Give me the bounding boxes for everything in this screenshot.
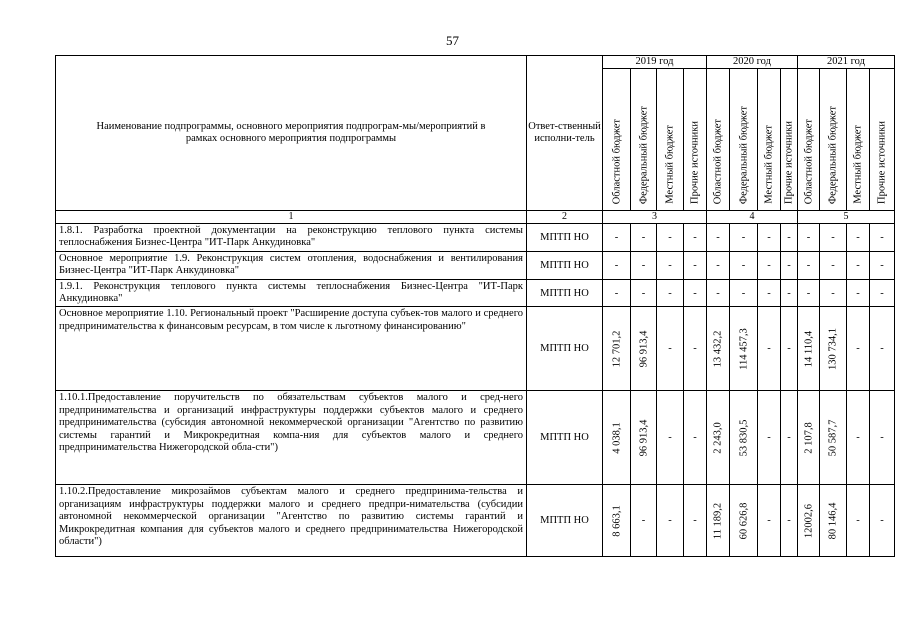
source-header — [657, 69, 684, 211]
value-cell — [707, 307, 730, 391]
table-row — [56, 485, 895, 557]
source-header — [820, 69, 847, 211]
source-header-label: Прочие источники — [783, 121, 795, 204]
value-cell: - — [603, 279, 631, 307]
value-cell — [798, 485, 820, 557]
value-text: 8 663,1 — [611, 505, 622, 537]
year-header-2020: 2020 год — [707, 56, 798, 69]
value-cell: - — [870, 391, 895, 485]
row-name-cell: 1.10.1.Предоставление поручительств по обязательствам субъектов малого и сред-него предпринимательства и организаций инфраструктуры поддержки субъектов малого и среднего предпринимательства (субсидия автономной некоммерческой организации "Агентство по развитию системы гарантий и Микрокредитная компа-ния для субъектов малого и среднего предпринимательства Нижегородской обла-сти") — [56, 391, 527, 485]
value-cell: - — [603, 251, 631, 279]
value-text: 53 830,5 — [738, 419, 749, 457]
value-cell: - — [758, 279, 781, 307]
source-header — [870, 69, 895, 211]
value-text: 11 189,2 — [712, 502, 724, 540]
source-header — [781, 69, 798, 211]
value-cell: - — [707, 224, 730, 252]
value-cell: - — [758, 251, 781, 279]
value-cell: - — [631, 485, 657, 557]
value-text: 50 587,7 — [827, 419, 839, 457]
value-cell: - — [781, 251, 798, 279]
value-cell — [730, 485, 758, 557]
source-header-label: Федеральный бюджет — [738, 105, 749, 204]
value-cell: - — [781, 307, 798, 391]
value-text: 13 432,2 — [712, 330, 724, 368]
column-number: 3 — [603, 211, 707, 224]
value-cell: - — [847, 279, 870, 307]
source-header — [684, 69, 707, 211]
row-name-cell: 1.9.1. Реконструкция теплового пункта системы теплоснабжения Бизнес-Центра "ИТ-Парк Анкудиновка" — [56, 279, 527, 307]
value-cell: - — [870, 485, 895, 557]
data-rows — [56, 224, 895, 557]
column-number: 4 — [707, 211, 798, 224]
value-cell — [798, 391, 820, 485]
value-cell: - — [798, 224, 820, 252]
table-row — [56, 251, 895, 279]
source-header-label: Федеральный бюджет — [827, 105, 839, 204]
value-cell — [798, 307, 820, 391]
value-cell — [707, 391, 730, 485]
value-text: 60 626,8 — [738, 502, 749, 540]
year-header-2021: 2021 год — [798, 56, 895, 69]
value-cell: - — [657, 391, 684, 485]
value-cell: - — [631, 279, 657, 307]
value-cell: - — [820, 251, 847, 279]
value-cell: - — [684, 279, 707, 307]
value-cell — [603, 485, 631, 557]
source-header — [730, 69, 758, 211]
value-cell: - — [847, 251, 870, 279]
source-header-label: Прочие источники — [876, 121, 888, 204]
name-column-header: Наименование подпрограммы, основного мероприятия подпрограм-мы/мероприятий в рамках основного мероприятия подпрограммы — [56, 56, 527, 211]
value-cell — [820, 307, 847, 391]
value-cell: - — [657, 485, 684, 557]
value-cell: - — [781, 485, 798, 557]
value-cell — [730, 391, 758, 485]
row-responsible-cell: МПТП НО — [527, 251, 603, 279]
value-cell: - — [798, 251, 820, 279]
row-responsible-cell: МПТП НО — [527, 279, 603, 307]
source-header-label: Федеральный бюджет — [638, 105, 649, 204]
value-cell: - — [730, 279, 758, 307]
value-cell: - — [820, 224, 847, 252]
row-responsible-cell: МПТП НО — [527, 307, 603, 391]
value-cell — [820, 485, 847, 557]
value-cell: - — [684, 251, 707, 279]
value-cell: - — [758, 307, 781, 391]
value-cell: - — [870, 307, 895, 391]
value-cell: - — [631, 224, 657, 252]
value-cell — [603, 391, 631, 485]
value-cell: - — [707, 279, 730, 307]
table-row — [56, 307, 895, 391]
column-number-row — [56, 211, 895, 224]
value-cell — [707, 485, 730, 557]
value-cell: - — [758, 391, 781, 485]
value-text: 96 913,4 — [638, 419, 649, 457]
page-number: 57 — [446, 33, 459, 48]
value-cell: - — [657, 251, 684, 279]
source-header-label: Областной бюджет — [712, 118, 724, 204]
value-text: 96 913,4 — [638, 330, 649, 368]
value-cell: - — [684, 485, 707, 557]
source-header — [707, 69, 730, 211]
value-cell: - — [820, 279, 847, 307]
column-number: 1 — [56, 211, 527, 224]
budget-table — [55, 55, 895, 557]
source-header-label: Прочие источники — [689, 121, 701, 204]
source-header — [847, 69, 870, 211]
value-cell: - — [758, 224, 781, 252]
column-number: 5 — [798, 211, 895, 224]
table-row — [56, 224, 895, 252]
table-row — [56, 279, 895, 307]
row-responsible-cell: МПТП НО — [527, 224, 603, 252]
source-header-label: Местный бюджет — [664, 125, 676, 204]
source-header — [758, 69, 781, 211]
value-cell: - — [847, 307, 870, 391]
row-name-cell: 1.8.1. Разработка проектной документации на реконструкцию теплового пункта системы теплоснабжения Бизнес-Центра "ИТ-Парк Анкудиновка" — [56, 224, 527, 252]
year-header-2019: 2019 год — [603, 56, 707, 69]
value-cell: - — [847, 224, 870, 252]
column-number: 2 — [527, 211, 603, 224]
value-text: 80 146,4 — [827, 502, 839, 540]
value-cell: - — [870, 224, 895, 252]
value-cell: - — [684, 391, 707, 485]
value-cell: - — [684, 224, 707, 252]
row-responsible-cell: МПТП НО — [527, 391, 603, 485]
value-cell: - — [657, 307, 684, 391]
value-cell: - — [870, 279, 895, 307]
value-cell: - — [603, 224, 631, 252]
value-cell: - — [847, 485, 870, 557]
value-cell: - — [798, 279, 820, 307]
row-name-cell: Основное мероприятие 1.10. Региональный проект "Расширение доступа субъек-тов малого и среднего предпринимательства к финансовым ресурсам, в том числе к льготному финансированию" — [56, 307, 527, 391]
row-name-cell: 1.10.2.Предоставление микрозаймов субъектам малого и среднего предпринима-тельства и организациям инфраструктуры поддержки малого и среднего предпри-нимательства (субсидии автономной некоммерческой организации "Агентство по развитию системы гарантий и Микрокредитная компания для субъектов малого и среднего предпринимательства Нижегородской области") — [56, 485, 527, 557]
value-cell: - — [730, 224, 758, 252]
source-header-label: Областной бюджет — [803, 118, 814, 204]
value-cell — [820, 391, 847, 485]
value-cell — [603, 307, 631, 391]
value-text: 12002,6 — [803, 503, 814, 538]
source-header — [798, 69, 820, 211]
value-text: 130 734,1 — [827, 327, 839, 370]
row-name-cell: Основное мероприятие 1.9. Реконструкция систем отопления, водоснабжения и вентилирования Бизнес-Центра "ИТ-Парк Анкудиновка" — [56, 251, 527, 279]
responsible-column-header: Ответ-ственный исполни-тель — [527, 56, 603, 211]
value-cell: - — [657, 279, 684, 307]
source-header — [603, 69, 631, 211]
source-header-label: Областной бюджет — [611, 118, 622, 204]
value-text: 114 457,3 — [738, 328, 749, 370]
value-cell: - — [847, 391, 870, 485]
value-cell: - — [657, 224, 684, 252]
value-cell: - — [631, 251, 657, 279]
value-text: 2 107,8 — [803, 422, 814, 454]
table-row — [56, 391, 895, 485]
value-cell — [631, 391, 657, 485]
value-text: 4 038,1 — [611, 422, 622, 454]
value-cell: - — [781, 391, 798, 485]
source-header-label: Местный бюджет — [852, 125, 864, 204]
value-cell: - — [781, 279, 798, 307]
value-cell: - — [758, 485, 781, 557]
value-text: 14 110,4 — [803, 330, 814, 368]
value-cell — [631, 307, 657, 391]
source-header — [631, 69, 657, 211]
value-cell: - — [707, 251, 730, 279]
value-cell: - — [781, 224, 798, 252]
source-header-label: Местный бюджет — [763, 125, 775, 204]
row-responsible-cell: МПТП НО — [527, 485, 603, 557]
value-text: 12 701,2 — [611, 330, 622, 368]
value-cell: - — [730, 251, 758, 279]
value-text: 2 243,0 — [712, 422, 724, 454]
value-cell: - — [870, 251, 895, 279]
header-year-row — [56, 56, 895, 69]
value-cell: - — [684, 307, 707, 391]
value-cell — [730, 307, 758, 391]
